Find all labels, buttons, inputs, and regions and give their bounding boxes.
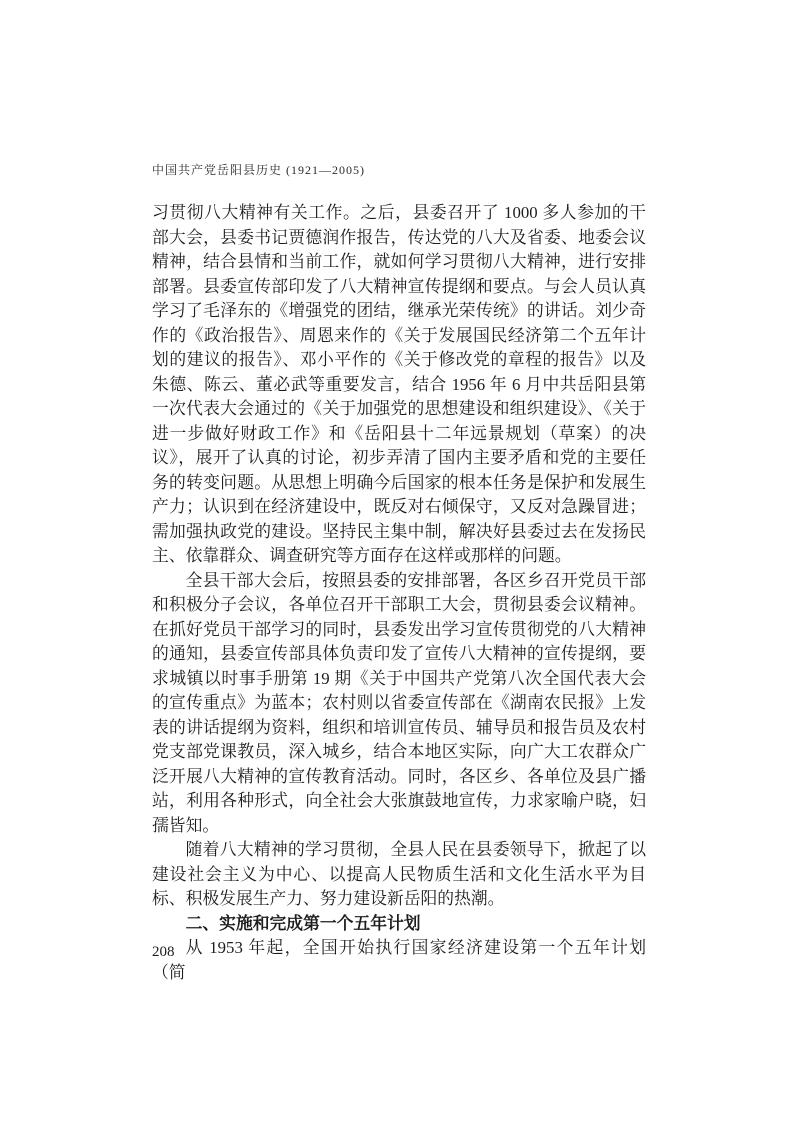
running-header: 中国共产党岳阳县历史 (1921—2005) xyxy=(152,163,365,177)
paragraph: 随着八大精神的学习贯彻，全县人民在县委领导下，掀起了以建设社会主义为中心、以提高人民物质生活和文化生活水平为目标、积极发展生产力、努力建设新岳阳的热潮。 xyxy=(152,840,646,908)
section-heading: 二、实施和完成第一个五年计划 xyxy=(185,913,421,933)
page-body xyxy=(152,201,646,985)
paragraph-continuation: 习贯彻八大精神有关工作。之后，县委召开了 1000 多人参加的干部大会，县委书记贾德润作报告，传达党的八大及省委、地委会议精神，结合县情和当前工作，就如何学习贯彻八大精神，进行安排部署。县委宣传部印发了八大精神宣传提纲和要点。与会人员认真学习了毛泽东的《增强党的团结，继承光荣传统》的讲话。刘少奇作的《政治报告》、周恩来作的《关于发展国民经济第二个五年计划的建议的报告》、邓小平作的《关于修改党的章程的报告》以及朱德、陈云、董必武等重要发言，结合 1956 年 6 月中共岳阳县第一次代表大会通过的《关于加强党的思想建设和组织建设》、《关于进一步做好财政工作》和《岳阳县十二年远景规划（草案）的决议》，展开了认真的讨论，初步弄清了国内主要矛盾和党的主要任务的转变问题。从思想上明确今后国家的根本任务是保护和发展生产力；认识到在经济建设中，既反对右倾保守，又反对急躁冒进；需加强执政党的建设。坚持民主集中制，解决好县委过去在发扬民主、依靠群众、调查研究等方面存在这样或那样的问题。 xyxy=(152,203,646,565)
paragraph: 从 1953 年起，全国开始执行国家经济建设第一个五年计划（简 xyxy=(152,938,646,982)
page-number: 208 xyxy=(152,944,175,960)
paragraph: 全县干部大会后，按照县委的安排部署，各区乡召开党员干部和积极分子会议，各单位召开干部职工大会，贯彻县委会议精神。在抓好党员干部学习的同时，县委发出学习宣传贯彻党的八大精神的通知，县委宣传部具体负责印发了宣传八大精神的宣传提纲，要求城镇以时事手册第 19 期《关于中国共产党第八次全国代表大会的宣传重点》为蓝本；农村则以省委宣传部在《湖南农民报》上发表的讲话提纲为资料，组织和培训宣传员、辅导员和报告员及农村党支部党课教员，深入城乡，结合本地区实际，向广大工农群众广泛开展八大精神的宣传教育活动。同时，各区乡、各单位及县广播站，利用各种形式，向全社会大张旗鼓地宣传，力求家喻户晓，妇孺皆知。 xyxy=(152,570,646,835)
